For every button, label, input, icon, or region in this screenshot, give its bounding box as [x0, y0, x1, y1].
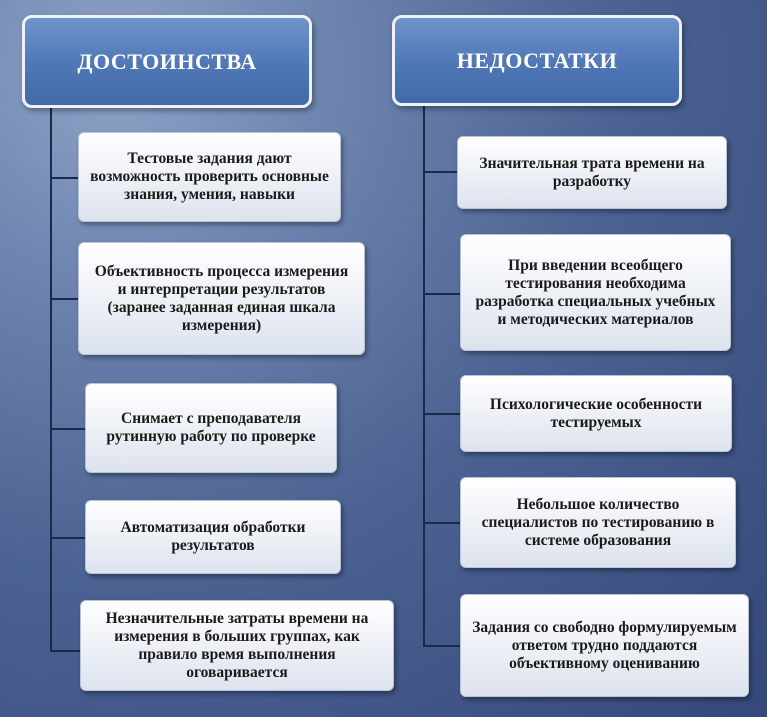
advantages-branch-line-2	[50, 298, 78, 300]
disadvantages-header: НЕДОСТАТКИ	[392, 15, 682, 106]
disadvantages-branch-line-3	[423, 413, 460, 415]
disadvantages-branch-line-1	[423, 171, 457, 173]
advantages-branch-line-5	[50, 650, 80, 652]
advantages-branch-line-1	[50, 177, 78, 179]
disadvantages-branch-line-4	[423, 522, 460, 524]
advantages-branch-line-4	[50, 537, 85, 539]
disadvantage-box-4: Небольшое количество специалистов по тестированию в системе образования	[460, 477, 736, 568]
advantage-box-3: Снимает с преподавателя рутинную работу по проверке	[85, 383, 337, 473]
disadvantage-box-1: Значительная трата времени на разработку	[457, 136, 727, 209]
advantage-box-4: Автоматизация обработки результатов	[85, 500, 341, 574]
disadvantages-branch-line-5	[423, 645, 460, 647]
advantage-box-5: Незначительные затраты времени на измерения в больших группах, как правило время выполнения оговаривается	[80, 600, 394, 691]
disadvantages-branch-line-2	[423, 293, 460, 295]
advantages-branch-line-3	[50, 428, 85, 430]
advantages-header: ДОСТОИНСТВА	[22, 15, 312, 108]
advantages-trunk-line	[50, 108, 52, 651]
disadvantage-box-5: Задания со свободно формулируемым ответом трудно поддаются объективному оцениванию	[460, 594, 749, 697]
advantage-box-2: Объективность процесса измерения и интерпретации результатов (заранее заданная единая шкала измерения)	[78, 242, 365, 355]
disadvantage-box-2: При введении всеобщего тестирования необходима разработка специальных учебных и методических материалов	[460, 234, 731, 351]
disadvantage-box-3: Психологические особенности тестируемых	[460, 375, 732, 452]
advantage-box-1: Тестовые задания дают возможность проверить основные знания, умения, навыки	[78, 132, 341, 222]
disadvantages-trunk-line	[423, 106, 425, 646]
